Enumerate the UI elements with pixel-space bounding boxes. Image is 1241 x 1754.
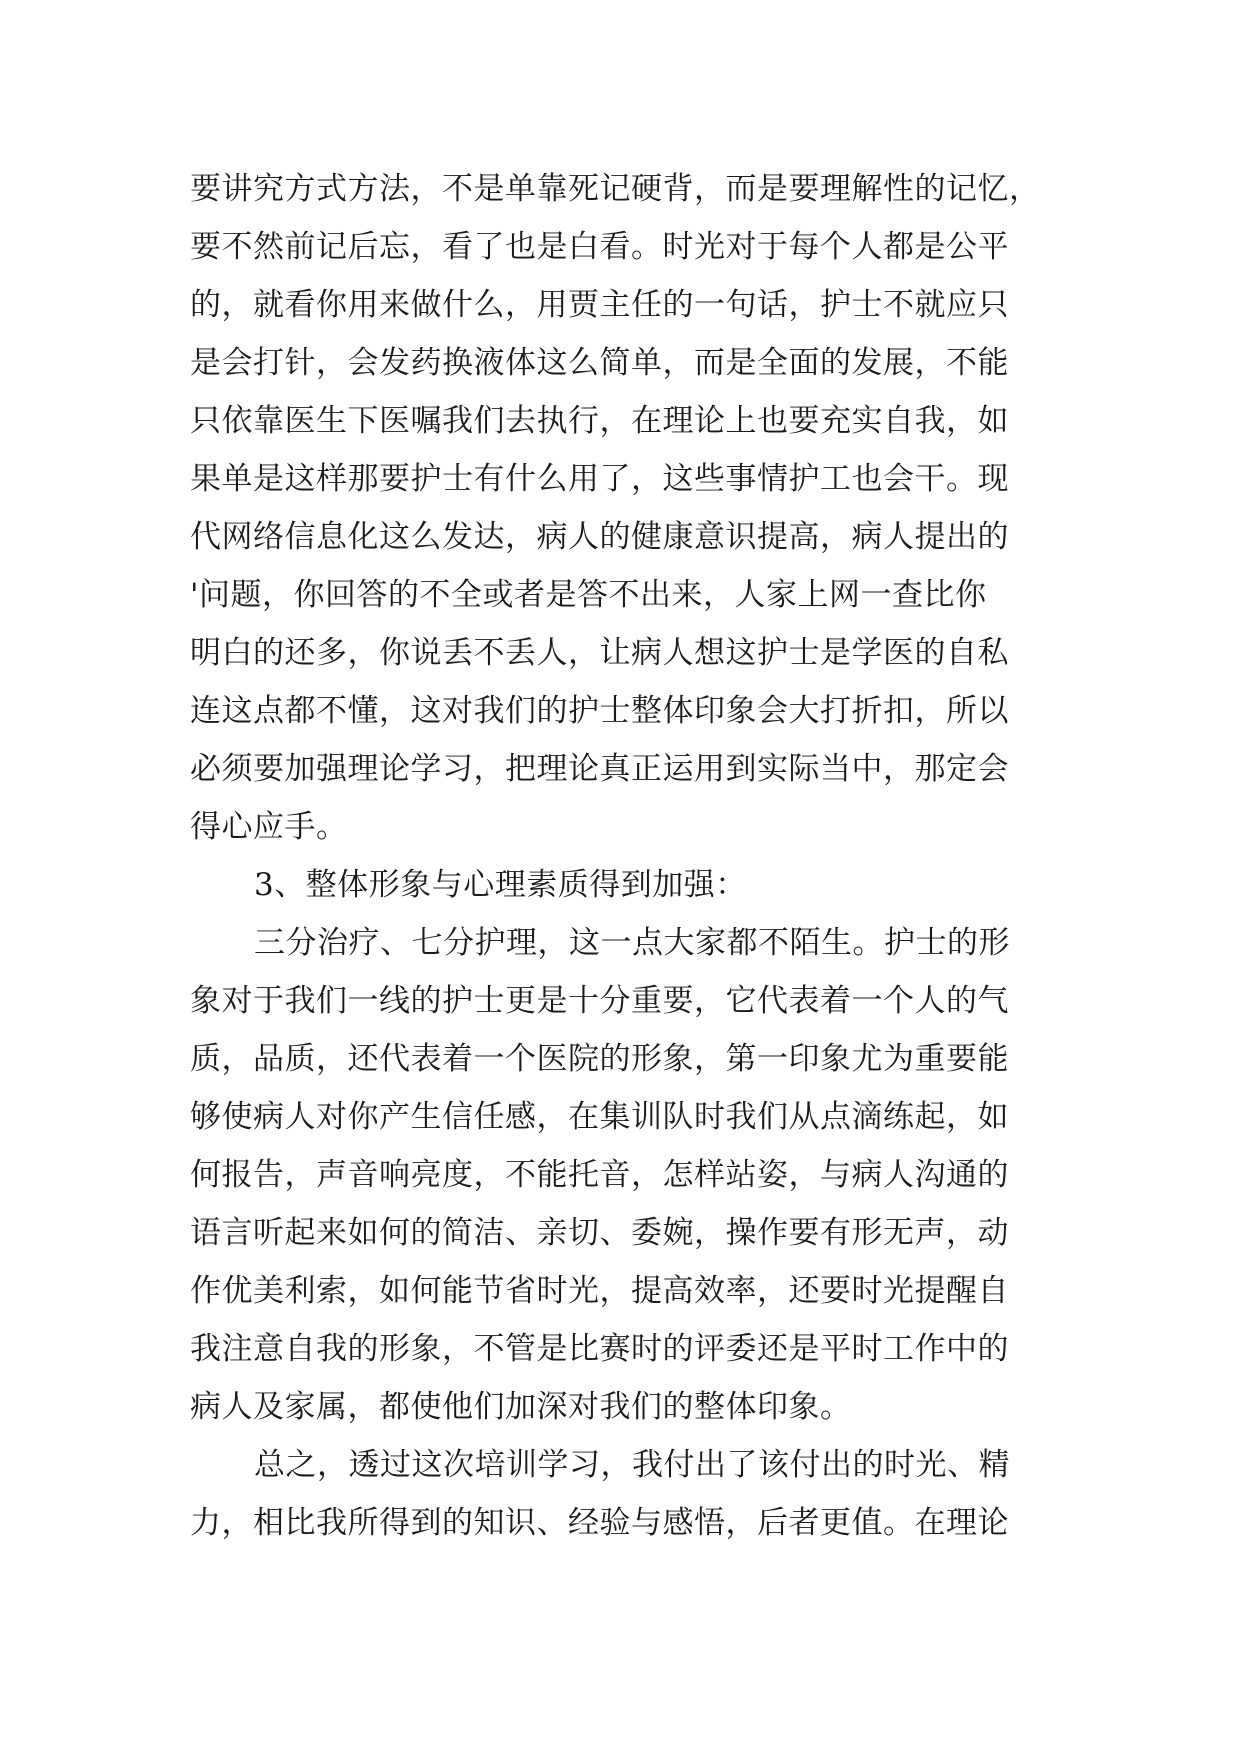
paragraph-start-line: 三分治疗、七分护理，这一点大家都不陌生。护士的形 — [254, 925, 1010, 961]
text-line: 连这点都不懂，这对我们的护士整体印象会大打折扣，所以 — [190, 693, 1009, 729]
section-heading: 3、整体形象与心理素质得到加强： — [254, 867, 747, 903]
text-line: 得心应手。 — [190, 809, 348, 845]
text-line: 明白的还多，你说丢不丢人，让病人想这护士是学医的自私 — [190, 635, 1009, 671]
text-line: 够使病人对你产生信任感，在集训队时我们从点滴练起，如 — [190, 1099, 1009, 1135]
text-line: 语言听起来如何的简洁、亲切、委婉，操作要有形无声，动 — [190, 1215, 1009, 1251]
text-line: 象对于我们一线的护士更是十分重要，它代表着一个人的气 — [190, 983, 1009, 1019]
text-line: 是会打针，会发药换液体这么简单，而是全面的发展，不能 — [190, 345, 1009, 381]
text-line: 必须要加强理论学习，把理论真正运用到实际当中，那定会 — [190, 751, 1009, 787]
body-text — [190, 160, 1050, 1552]
text-line: 我注意自我的形象，不管是比赛时的评委还是平时工作中的 — [190, 1331, 1009, 1367]
text-line: 何报告，声音响亮度，不能托音，怎样站姿，与病人沟通的 — [190, 1157, 1009, 1193]
text-line: 病人及家属，都使他们加深对我们的整体印象。 — [190, 1389, 852, 1425]
text-line: 要不然前记后忘，看了也是白看。时光对于每个人都是公平 — [190, 229, 1009, 265]
text-line: 力，相比我所得到的知识、经验与感悟，后者更值。在理论 — [190, 1505, 1009, 1541]
text-line: 只依靠医生下医嘱我们去执行，在理论上也要充实自我，如 — [190, 403, 1009, 439]
text-line: 代网络信息化这么发达，病人的健康意识提高，病人提出的 — [190, 519, 1009, 555]
text-line: 的，就看你用来做什么，用贾主任的一句话，护士不就应只 — [190, 287, 1009, 323]
text-line: 要讲究方式方法，不是单靠死记硬背，而是要理解性的记忆， — [190, 171, 1041, 207]
text-line: 质，品质，还代表着一个医院的形象，第一印象尤为重要能 — [190, 1041, 1009, 1077]
paragraph-start-line: 总之，透过这次培训学习，我付出了该付出的时光、精 — [254, 1447, 1010, 1483]
text-line: 果单是这样那要护士有什么用了，这些事情护工也会干。现 — [190, 461, 1009, 497]
text-line: 作优美利索，如何能节省时光，提高效率，还要时光提醒自 — [190, 1273, 1009, 1309]
text-line: '问题，你回答的不全或者是答不出来，人家上网一查比你 — [190, 577, 987, 613]
